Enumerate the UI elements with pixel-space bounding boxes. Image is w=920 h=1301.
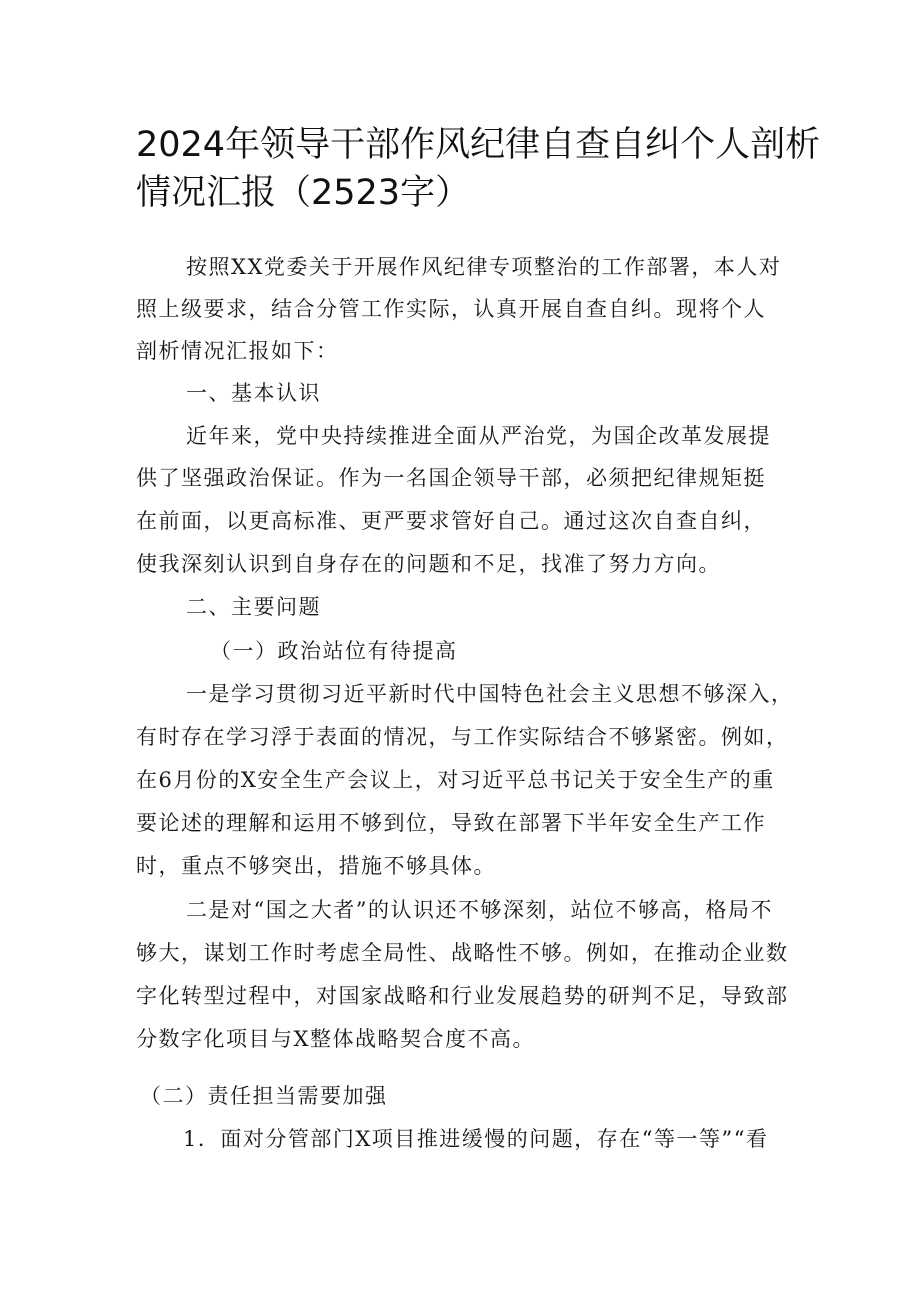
section-1-line-3: 在前面，以更高标准、更严要求管好自己。通过这次自查自纠， — [136, 509, 766, 533]
document-title-line-2: 情况汇报（2523字） — [136, 173, 471, 213]
section-1-heading: 一、基本认识 — [186, 381, 321, 405]
subsection-1-p1-line-1: 一是学习贯彻习近平新时代中国特色社会主义思想不够深入， — [186, 682, 794, 706]
section-2-heading: 二、主要问题 — [186, 595, 321, 619]
subsection-1-p2-line-2: 够大，谋划工作时考虑全局性、战略性不够。例如，在推动企业数 — [136, 941, 789, 965]
subsection-1-heading: （一）政治站位有待提高 — [210, 639, 458, 663]
subsection-1-p1-line-3: 在6月份的X安全生产会议上，对习近平总书记关于安全生产的重 — [136, 768, 775, 792]
subsection-1-p2-line-3: 字化转型过程中，对国家战略和行业发展趋势的研判不足，导致部 — [136, 984, 789, 1008]
subsection-2-heading: （二）责任担当需要加强 — [140, 1084, 388, 1108]
subsection-1-p1-line-4: 要论述的理解和运用不够到位，导致在部署下半年安全生产工作 — [136, 811, 766, 835]
section-1-line-4: 使我深刻认识到自身存在的问题和不足，找准了努力方向。 — [136, 552, 721, 576]
subsection-1-p2-line-1: 二是对“国之大者”的认识还不够深刻，站位不够高，格局不 — [186, 898, 773, 922]
subsection-1-p2-line-4: 分数字化项目与X整体战略契合度不高。 — [136, 1027, 535, 1051]
intro-line-3: 剖析情况汇报如下： — [136, 339, 339, 363]
subsection-1-p1-line-5: 时，重点不够突出，措施不够具体。 — [136, 854, 496, 878]
item-1-line-1: 1．面对分管部门X项目推进缓慢的问题，存在“等一等”“看 — [183, 1127, 769, 1151]
section-1-line-1: 近年来，党中央持续推进全面从严治党，为国企改革发展提 — [186, 424, 771, 448]
intro-line-1: 按照XX党委关于开展作风纪律专项整治的工作部署，本人对 — [186, 255, 782, 279]
subsection-1-p1-line-2: 有时存在学习浮于表面的情况，与工作实际结合不够紧密。例如， — [136, 725, 789, 749]
intro-line-2: 照上级要求，结合分管工作实际，认真开展自查自纠。现将个人 — [136, 297, 766, 321]
document-title-line-1: 2024年领导干部作风纪律自查自纠个人剖析 — [136, 125, 821, 165]
section-1-line-2: 供了坚强政治保证。作为一名国企领导干部，必须把纪律规矩挺 — [136, 466, 766, 490]
